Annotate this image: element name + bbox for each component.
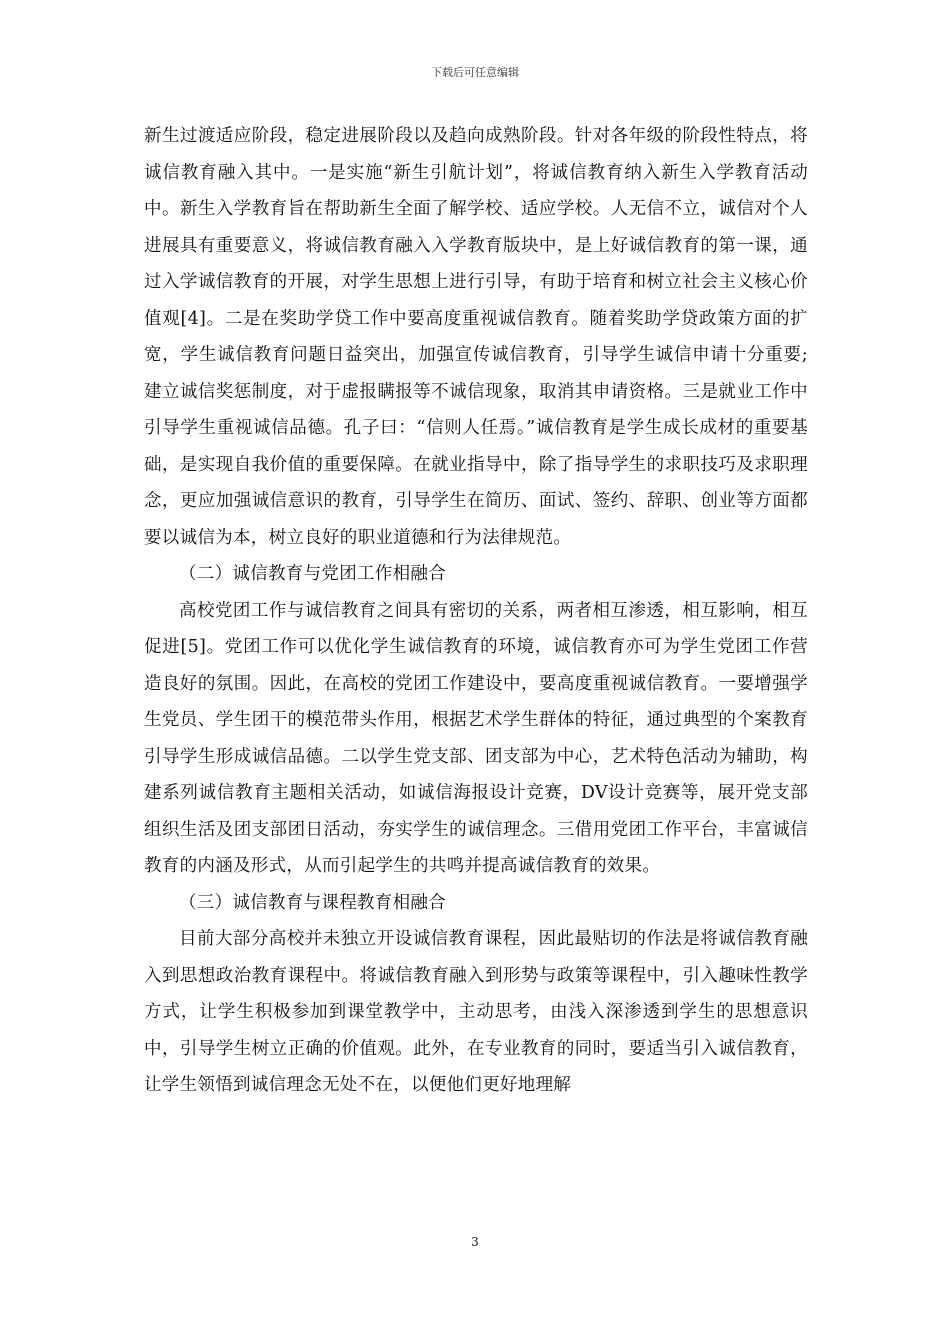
page-number: 3 [471,1235,479,1249]
page-header: 下载后可任意编辑 [431,66,519,79]
section-heading-course-education: （三）诚信教育与课程教育相融合 [179,892,446,913]
section-heading-party-work: （二）诚信教育与党团工作相融合 [179,564,446,584]
paragraph-continuation: 新生过渡适应阶段，稳定进展阶段以及趋向成熟阶段。针对各年级的阶段性特点，将诚信教育融入其中。一是实施“新生引航计划”，将诚信教育纳入新生入学教育活动中。新生入学教育旨在帮助新生全面了解学校、适应学校。人无信不立，诚信对个人进展具有重要意义，将诚信教育融入入学教育版块中，是上好诚信教育的第一课，通过入学诚信教育的开展，对学生思想上进行引导，有助于培育和树立社会主义核心价值观[4]。二是在奖助学贷工作中要高度重视诚信教育。随着奖助学贷政策方面的扩宽，学生诚信教育问题日益突出，加强宣传诚信教育，引导学生诚信申请十分重要;建立诚信奖惩制度，对于虚报瞒报等不诚信现象，取消其申请资格。三是就业工作中引导学生重视诚信品德。孔子曰：“信则人任焉。”诚信教育是学生成长成材的重要基础，是实现自我价值的重要保障。在就业指导中，除了指导学生的求职技巧及求职理念，更应加强诚信意识的教育，引导学生在简历、面试、签约、辞职、创业等方面都要以诚信为本，树立良好的职业道德和行为法律规范。 [144,126,808,548]
paragraph-course-education: 目前大部分高校并未独立开设诚信教育课程，因此最贴切的作法是将诚信教育融入到思想政治教育课程中。将诚信教育融入到形势与政策等课程中，引入趣味性教学方式，让学生积极参加到课堂教学中，主动思考，由浅入深渗透到学生的思想意识中，引导学生树立正确的价值观。此外，在专业教育的同时，要适当引入诚信教育，让学生领悟到诚信理念无处不在，以便他们更好地理解 [144,929,808,1095]
paragraph-party-work: 高校党团工作与诚信教育之间具有密切的关系，两者相互渗透，相互影响，相互促进[5]。党团工作可以优化学生诚信教育的环境，诚信教育亦可为学生党团工作营造良好的氛围。因此，在高校的党团工作建设中，要高度重视诚信教育。一要增强学生党员、学生团干的模范带头作用，根据艺术学生群体的特征，通过典型的个案教育引导学生形成诚信品德。二以学生党支部、团支部为中心，艺术特色活动为辅助，构建系列诚信教育主题相关活动，如诚信海报设计竞赛，DV设计竞赛等，展开党支部组织生活及团支部团日活动，夯实学生的诚信理念。三借用党团工作平台，丰富诚信教育的内涵及形式，从而引起学生的共鸣并提高诚信教育的效果。 [144,600,808,876]
document-body [144,118,808,1104]
